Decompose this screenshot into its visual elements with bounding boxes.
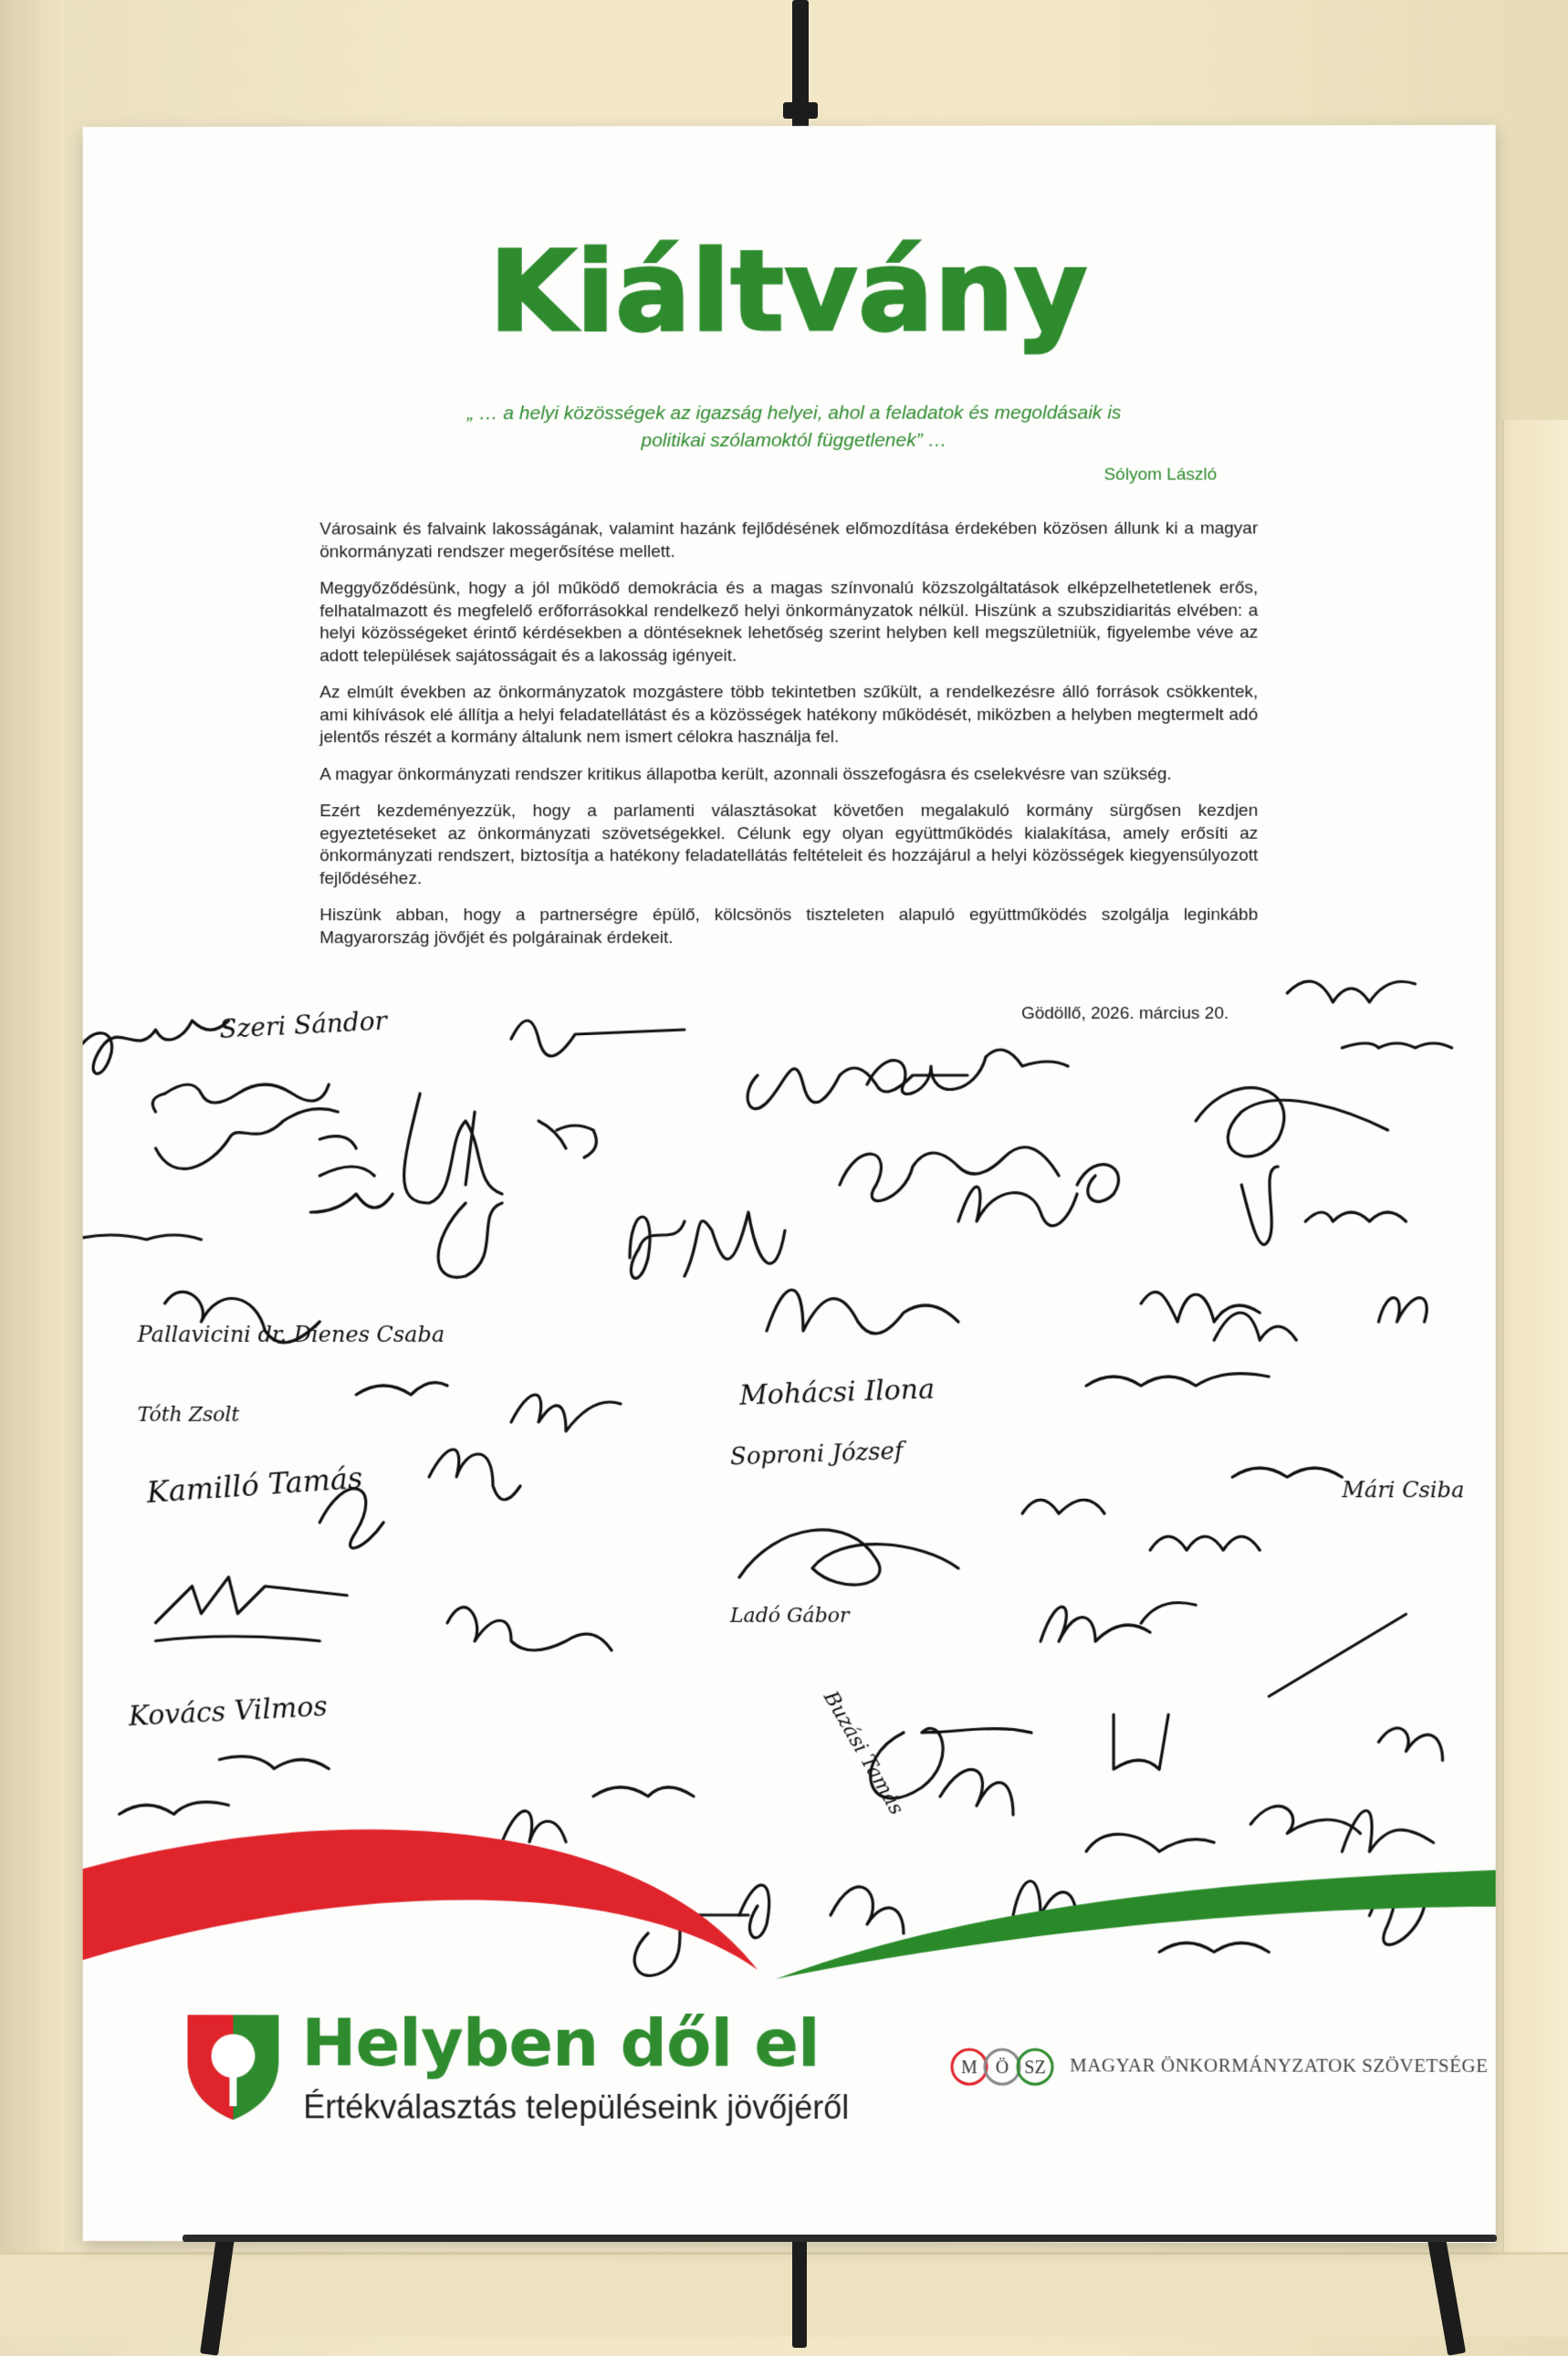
signature <box>747 1068 967 1109</box>
org-name: MAGYAR ÖNKORMÁNYZATOK SZÖVETSÉGE <box>1070 2054 1489 2077</box>
signature <box>1342 1043 1451 1048</box>
signature <box>840 1147 1059 1201</box>
signature <box>165 1084 329 1103</box>
signature <box>685 1212 785 1276</box>
signature <box>319 1489 383 1548</box>
signature <box>867 1050 1068 1094</box>
signature <box>958 1187 1077 1226</box>
mosz-logo <box>949 2045 1057 2089</box>
paragraph: Meggyőződésünk, hogy a jól működő demokrácia és a magas színvonalú közszolgáltatások elképzelhetetlenek erős, felhatalmazott és megfelelő erőforrásokkal rendelkező helyi önkormányzatok nélkül. Hiszünk a szubszidiaritás elvében: a helyi közösségeket érintő kérdésekben a döntéseknek lehetőség szerint helyben kell megszületniük, figyelembe véve az adott települések sajátosságait és a lakosság igényeit. <box>319 578 1259 665</box>
wall-molding <box>1502 420 1568 2337</box>
signature <box>83 1235 202 1240</box>
red-swoosh <box>83 1829 758 1970</box>
handwritten-name: Pallavicini dr. Dienes Csaba <box>137 1321 445 1347</box>
signature <box>940 1769 1013 1815</box>
handwritten-name: Ladó Gábor <box>730 1604 850 1628</box>
handwritten-name: Szeri Sándor <box>218 1005 388 1044</box>
quote-line-2: politikai szólamoktól függetlenek” … <box>641 429 947 452</box>
svg-text:M: M <box>961 2058 977 2079</box>
manifesto-poster <box>83 125 1496 2243</box>
signature <box>219 1756 329 1768</box>
signature <box>1086 1374 1269 1386</box>
signature <box>120 1802 229 1814</box>
green-swoosh <box>776 1869 1496 1980</box>
signature <box>356 1383 447 1395</box>
wall-left-shade <box>0 0 64 2337</box>
signature <box>1077 1165 1118 1202</box>
signature <box>1150 1536 1260 1550</box>
signature <box>1196 1088 1387 1157</box>
campaign-subtitle: Értékválasztás településeink jövőjéről <box>303 2088 850 2127</box>
handwritten-name: Buzási Tamás <box>819 1687 908 1819</box>
handwritten-name: Kamilló Tamás <box>145 1460 364 1510</box>
handwritten-name: Kovács Vilmos <box>127 1690 329 1733</box>
handwritten-name: Mohácsi Ilona <box>738 1373 936 1412</box>
paragraph: Ezért kezdeményezzük, hogy a parlamenti választásokat követően megalakuló kormány sürgősen kezdjen egyeztetéseket az önkormányzati szövetségekkel. Célunk egy olyan együttműködés kialakítása, amely erősíti az önkormányzati rendszert, biztosítja a hatékony feladatellátás feltételeit és hozzájárul a helyi közösségek kiegyensúlyozott fejlődéséhez. <box>319 801 1259 888</box>
signature <box>1378 1728 1442 1760</box>
quote <box>383 400 1205 455</box>
signature <box>593 1787 694 1796</box>
handwritten-name: Soproni József <box>729 1437 904 1471</box>
signature <box>1214 1167 1296 1340</box>
paragraph: Az elmúlt években az önkormányzatok mozgástere több tekintetben szűkült, a rendelkezésre álló források csökkentek, ami kihívások elé állítja a helyi feladatellátást és a közösségek hatékony működését, miközben a helyben megtermelt adó jelentős részét a kormány általunk nem ismert célokra használja fel. <box>319 682 1259 748</box>
quote-author: Sólyom László <box>1103 465 1218 485</box>
quote-line-1: „ … a helyi közösségek az igazság helyei, ahol a feladatok és megoldásaik is <box>466 402 1122 424</box>
signature <box>1305 1212 1406 1221</box>
signature <box>511 1395 621 1431</box>
paragraph: Városaink és falvaink lakosságának, valamint hazánk fejlődésének előmozdítása érdekében közösen állunk ki a magyar önkormányzati rendszer megerősítése mellett. <box>319 518 1259 561</box>
signature <box>1113 1714 1168 1769</box>
svg-text:Ö: Ö <box>995 2058 1009 2079</box>
manifesto-body <box>319 518 1258 965</box>
tricolor-swoosh <box>83 1823 1496 2006</box>
baseboard <box>0 2252 1568 2337</box>
easel-leg-center <box>792 2238 807 2348</box>
handwritten-name: Tóth Zsolt <box>137 1403 240 1427</box>
signature <box>739 1530 958 1585</box>
signature <box>538 1121 596 1157</box>
signature <box>1287 981 1415 1002</box>
signature <box>1232 1468 1342 1477</box>
easel-ledge <box>183 2235 1497 2242</box>
paragraph: Hiszünk abban, hogy a partnerségre épülő, kölcsönös tiszteleten alapuló együttműködés szolgálja leginkább Magyarország jövőjét és polgárainak érdekeit. <box>319 905 1259 948</box>
signature <box>1269 1614 1406 1696</box>
signature <box>1022 1500 1104 1513</box>
campaign-logo <box>183 2005 284 2122</box>
signature <box>447 1607 612 1650</box>
handwritten-name: Mári Csiba <box>1342 1477 1465 1503</box>
svg-text:SZ: SZ <box>1024 2058 1046 2079</box>
signature <box>1378 1298 1427 1322</box>
easel-clamp <box>783 102 818 119</box>
signature <box>156 1109 339 1169</box>
poster-title: Kiáltvány <box>489 225 1089 357</box>
signature <box>310 1136 392 1212</box>
signature <box>429 1450 520 1500</box>
signature <box>1040 1603 1196 1642</box>
signature <box>438 1203 502 1277</box>
signature <box>1141 1292 1260 1322</box>
date-line: Gödöllő, 2026. március 20. <box>1020 1003 1229 1023</box>
signature <box>511 1021 685 1056</box>
campaign-title: Helyben dől el <box>301 2004 820 2082</box>
signature <box>630 1217 685 1278</box>
paragraph: A magyar önkormányzati rendszer kritikus állapotba került, azonnali összefogásra és cselekvésre van szükség. <box>319 764 1172 784</box>
signature <box>156 1577 348 1641</box>
signature <box>767 1290 958 1334</box>
signature <box>152 1094 164 1112</box>
signature <box>404 1094 502 1203</box>
signature <box>83 1021 229 1073</box>
